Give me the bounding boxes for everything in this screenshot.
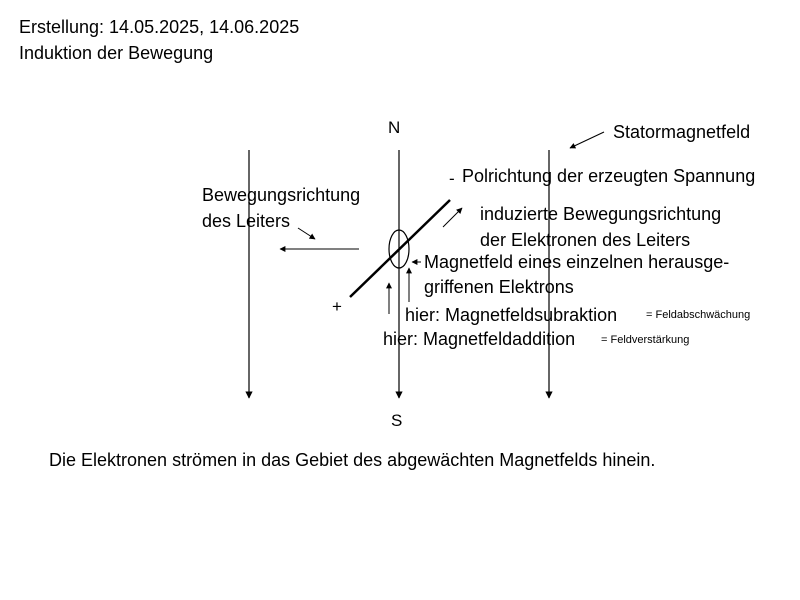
electron-direction-arrow [443, 208, 462, 227]
subtraction-label: hier: Magnetfeldsubraktion [405, 305, 618, 325]
subtraction-note: = Feldabschwächung [646, 309, 751, 321]
south-pole-label: S [391, 411, 403, 430]
page-title: Induktion der Bewegung [19, 43, 214, 63]
creation-date-line: Erstellung: 14.05.2025, 14.06.2025 [19, 17, 300, 37]
addition-label: hier: Magnetfeldaddition [383, 329, 576, 349]
electron-motion-label-line2: der Elektronen des Leiters [480, 230, 691, 250]
conclusion-text: Die Elektronen strömen in das Gebiet des abgewächten Magnetfelds hinein. [49, 450, 656, 470]
electron-motion-label-line1: induzierte Bewegungsrichtung [480, 204, 722, 224]
conductor-motion-pointer [298, 228, 315, 239]
electron-field-label-line1: Magnetfeld eines einzelnen herausge- [424, 252, 730, 272]
conductor-motion-label-line1: Bewegungsrichtung [202, 185, 361, 205]
stator-field-label: Statormagnetfeld [613, 122, 751, 142]
polarity-label: Polrichtung der erzeugten Spannung [462, 166, 756, 186]
stator-field-pointer [570, 132, 604, 148]
plus-sign: + [332, 297, 342, 316]
conductor-motion-label-line2: des Leiters [202, 211, 291, 231]
addition-note: = Feldverstärkung [601, 334, 690, 346]
minus-sign: - [449, 169, 455, 188]
north-pole-label: N [388, 118, 401, 137]
electron-field-label-line2: griffenen Elektrons [424, 277, 574, 297]
